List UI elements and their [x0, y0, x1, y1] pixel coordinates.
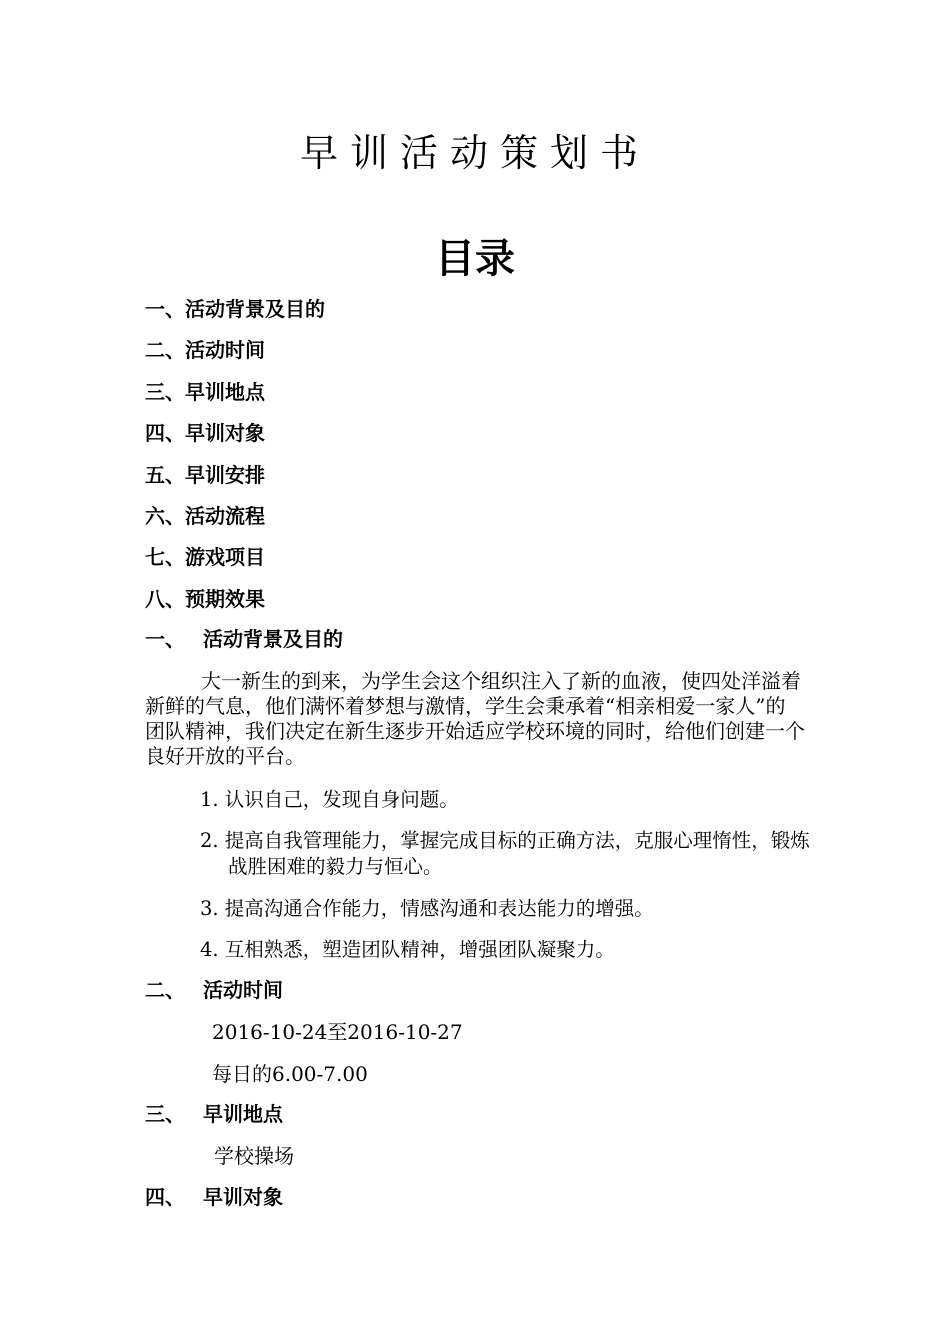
section-title: 早训地点: [203, 1102, 283, 1126]
section-heading-background: [145, 624, 343, 654]
section-heading-target: [145, 1182, 283, 1212]
section-heading-time: [145, 975, 283, 1005]
toc-item: 五、早训安排: [145, 462, 265, 487]
location-text: 学校操场: [214, 1144, 294, 1168]
daily-time: 每日的6.00-7.00: [212, 1062, 368, 1086]
toc-heading: 目录: [435, 236, 515, 282]
time-range: 2016-10-24至2016-10-27: [212, 1020, 463, 1044]
goal-item: 4. 互相熟悉，塑造团队精神，增强团队凝聚力。: [200, 938, 615, 961]
section-heading-location: [145, 1099, 283, 1129]
toc-item: 六、活动流程: [145, 503, 265, 528]
section-title: 活动时间: [203, 978, 283, 1002]
toc-item: 三、早训地点: [145, 379, 265, 404]
goal-item: 3. 提高沟通合作能力，情感沟通和表达能力的增强。: [200, 897, 654, 920]
goal-item: 2. 提高自我管理能力，掌握完成目标的正确方法，克服心理惰性，锻炼战胜困难的毅力与恒心。: [200, 829, 810, 878]
toc-item: 八、预期效果: [145, 586, 265, 611]
section-number: 一、: [145, 627, 185, 651]
section-number: 四、: [145, 1185, 185, 1209]
background-paragraph: 大一新生的到来，为学生会这个组织注入了新的血液，使四处洋溢着新鲜的气息，他们满怀着梦想与激情，学生会秉承着“相亲相爱一家人”的团队精神，我们决定在新生逐步开始适应学校环境的同时，给他们创建一个良好开放的平台。: [145, 669, 805, 768]
section-title: 活动背景及目的: [203, 627, 343, 651]
section-title: 早训对象: [203, 1185, 283, 1209]
goal-item: 1. 认识自己，发现自身问题。: [200, 788, 459, 811]
toc-item: 七、游戏项目: [145, 545, 265, 570]
table-of-contents: [145, 292, 325, 623]
toc-item: 四、早训对象: [145, 421, 265, 446]
toc-item: 一、活动背景及目的: [145, 297, 325, 321]
toc-item: 二、活动时间: [145, 338, 265, 363]
section-number: 二、: [145, 978, 185, 1002]
document-title: 早训活动策划书: [299, 131, 650, 175]
section-number: 三、: [145, 1102, 185, 1126]
